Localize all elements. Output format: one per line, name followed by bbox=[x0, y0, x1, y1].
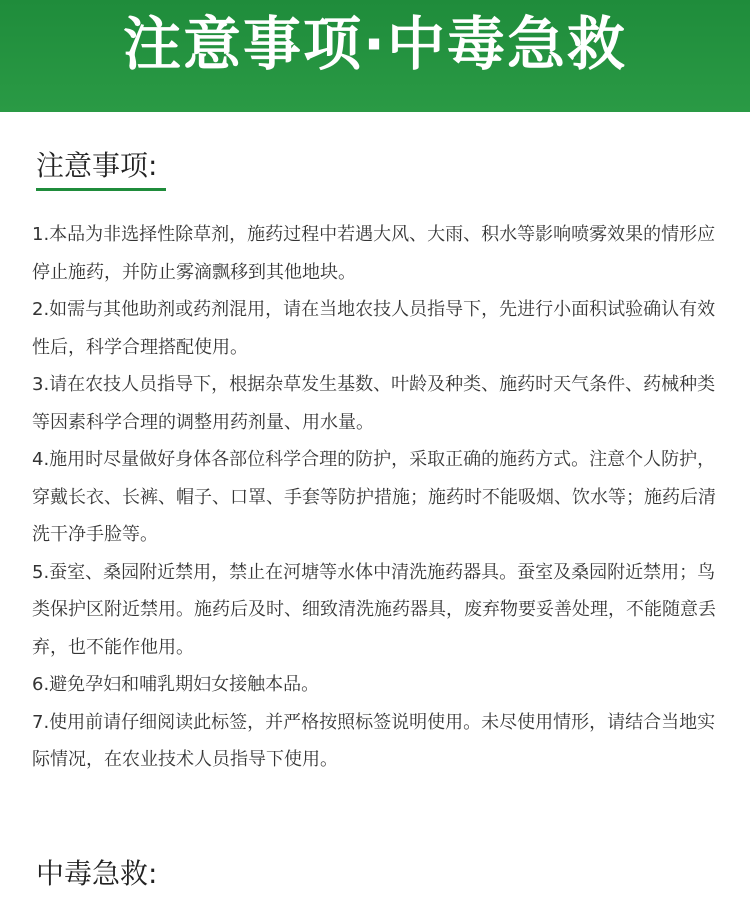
note-item-6: 6.避免孕妇和哺乳期妇女接触本品。 bbox=[32, 674, 320, 695]
notes-heading: 注意事项: bbox=[36, 149, 158, 182]
note-item-3: 3.请在农技人员指导下，根据杂草发生基数、叶龄及种类、施药时天气条件、药械种类等因素科学合理的调整用药剂量、用水量。 bbox=[32, 374, 716, 433]
note-item-1: 1.本品为非选择性除草剂，施药过程中若遇大风、大雨、积水等影响喷雾效果的情形应停止施药，并防止雾滴飘移到其他地块。 bbox=[32, 224, 716, 283]
notes-list bbox=[32, 216, 718, 779]
poison-heading: 中毒急救: bbox=[36, 857, 158, 890]
note-item-2: 2.如需与其他助剂或药剂混用，请在当地农技人员指导下，先进行小面积试验确认有效性后，科学合理搭配使用。 bbox=[32, 299, 716, 358]
note-item-5: 5.蚕室、桑园附近禁用，禁止在河塘等水体中清洗施药器具。蚕室及桑园附近禁用；鸟类保护区附近禁用。施药后及时、细致清洗施药器具，废弃物要妥善处理，不能随意丢弃，也不能作他用。 bbox=[32, 561, 716, 658]
note-item-4: 4.施用时尽量做好身体各部位科学合理的防护，采取正确的施药方式。注意个人防护，穿戴长衣、长裤、帽子、口罩、手套等防护措施；施药时不能吸烟、饮水等；施药后清洗干净手脸等。 bbox=[32, 449, 716, 545]
banner-title: 注意事项·中毒急救 bbox=[122, 10, 628, 78]
note-item-7: 7.使用前请仔细阅读此标签，并严格按照标签说明使用。未尽使用情形，请结合当地实际情况，在农业技术人员指导下使用。 bbox=[32, 711, 716, 770]
notes-heading-underline bbox=[36, 188, 166, 191]
title-banner bbox=[0, 0, 750, 112]
